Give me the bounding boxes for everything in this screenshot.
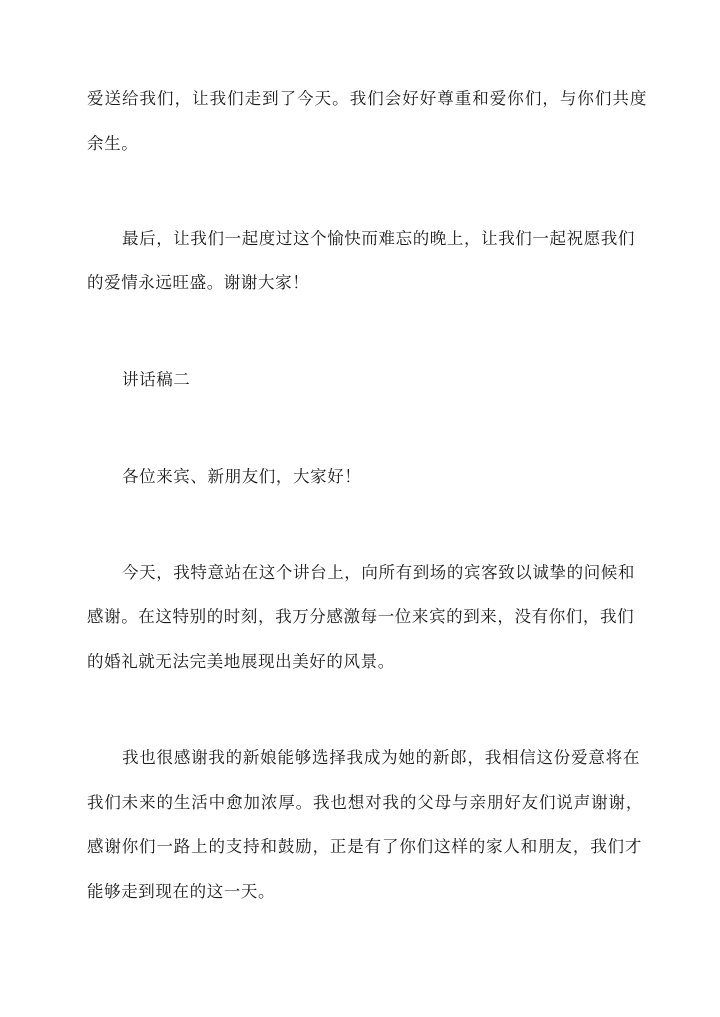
paragraph-line: 最后，让我们一起度过这个愉快而难忘的晚上，让我们一起祝愿我们 [122,229,635,248]
paragraph-line: 能够走到现在的这一天。 [87,882,276,901]
paragraph-line: 的爱情永远旺盛。谢谢大家！ [87,273,310,292]
paragraph-line: 爱送给我们，让我们走到了今天。我们会好好尊重和爱你们，与你们共度 [87,89,647,108]
paragraph-line: 余生。 [87,134,139,153]
paragraph-line: 感谢你们一路上的支持和鼓励，正是有了你们这样的家人和朋友，我们才 [87,837,642,856]
paragraph-line: 我们未来的生活中愈加浓厚。我也想对我的父母与亲朋好友们说声谢谢， [87,793,643,812]
greeting-line: 各位来宾、新朋友们，大家好！ [122,467,362,486]
paragraph-line: 今天，我特意站在这个讲台上，向所有到场的宾客致以诚挚的问候和 [122,563,635,582]
section-heading: 讲话稿二 [122,370,191,389]
paragraph-line: 的婚礼就无法完美地展现出美好的风景。 [87,652,395,671]
paragraph-line: 感谢。在这特别的时刻，我万分感激每一位来宾的到来，没有你们，我们 [87,607,635,626]
paragraph-line: 我也很感谢我的新娘能够选择我成为她的新郎，我相信这份爱意将在 [122,748,640,767]
